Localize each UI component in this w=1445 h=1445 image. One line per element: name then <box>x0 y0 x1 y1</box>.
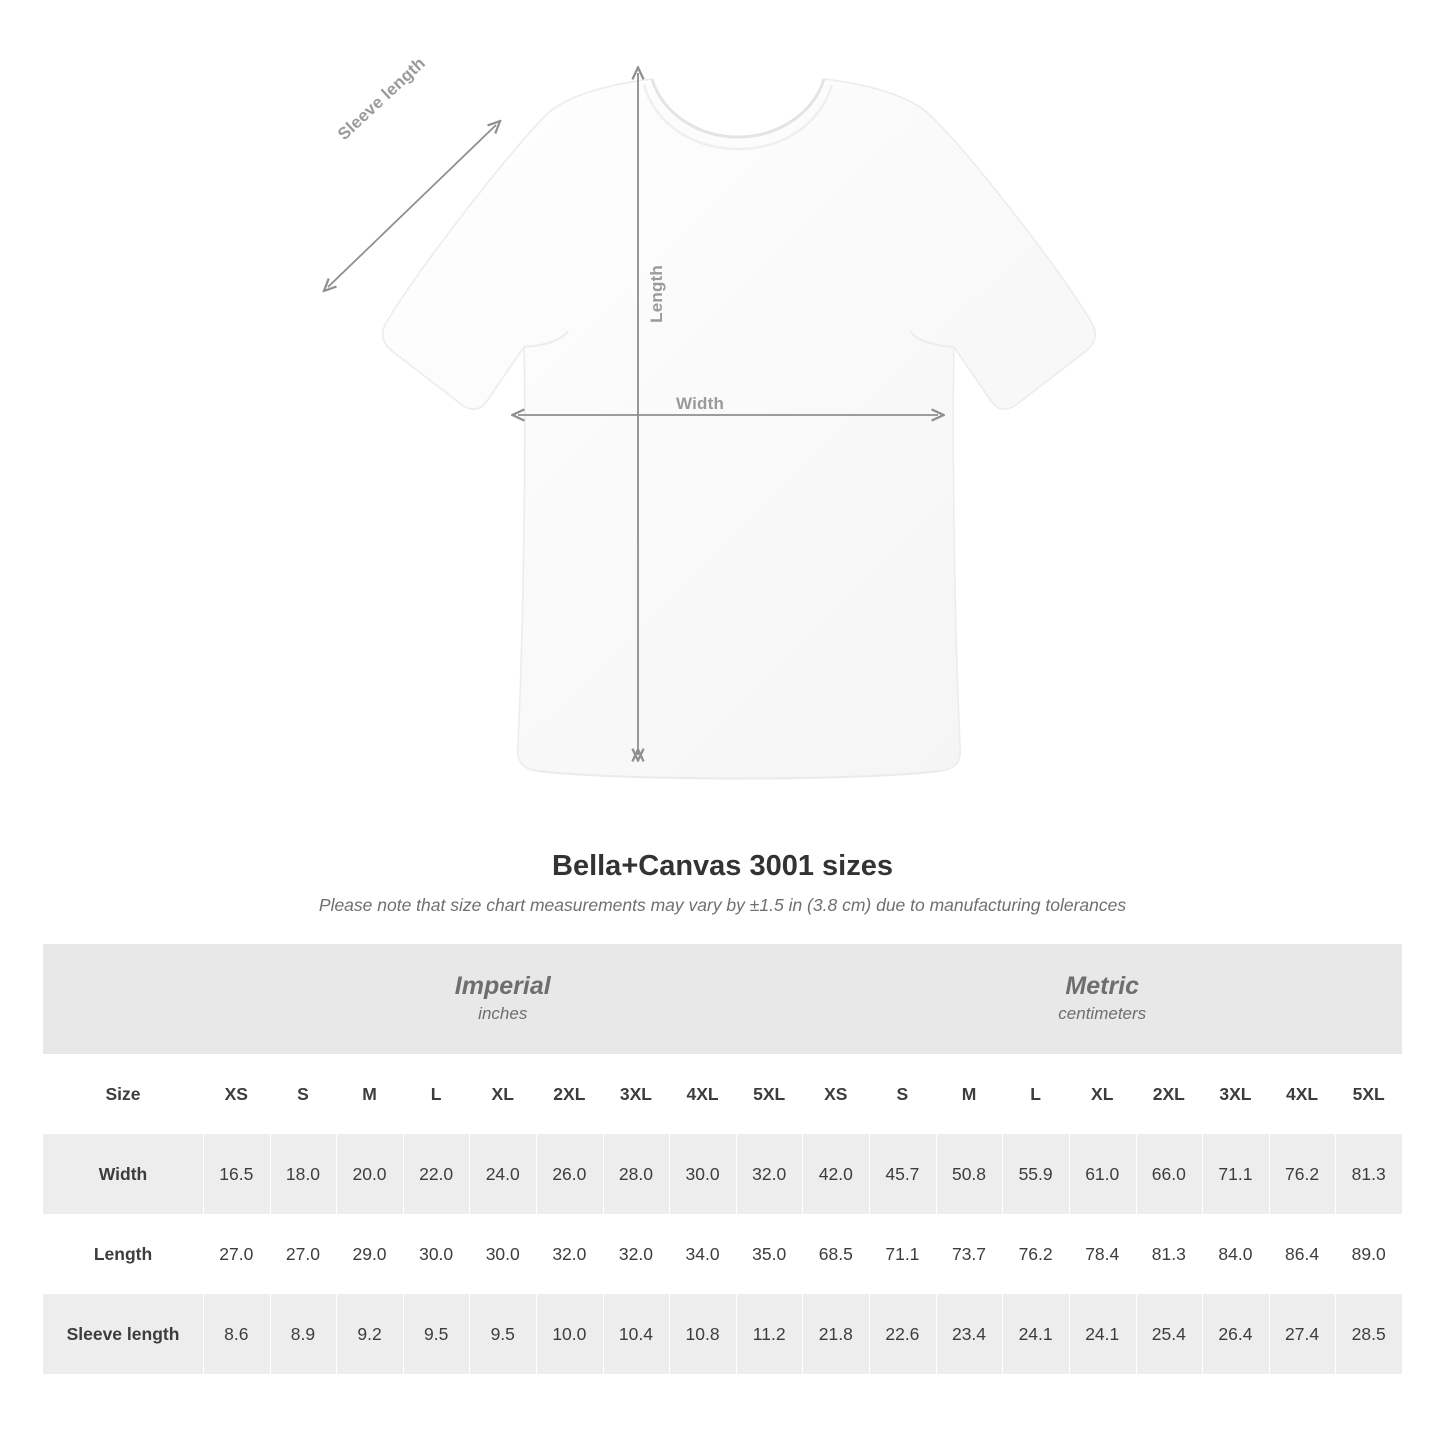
cell-sleeve: 8.6 <box>203 1294 270 1374</box>
unit-system-header-row <box>43 944 1402 1054</box>
table-row-length <box>43 1214 1402 1294</box>
cell-width: 61.0 <box>1069 1134 1136 1214</box>
cell-width: 28.0 <box>603 1134 670 1214</box>
cell-length: 71.1 <box>869 1214 936 1294</box>
cell-length: 30.0 <box>403 1214 470 1294</box>
cell-width: 26.0 <box>536 1134 603 1214</box>
cell-sleeve: 10.4 <box>603 1294 670 1374</box>
cell-width: 55.9 <box>1002 1134 1069 1214</box>
cell-length: 89.0 <box>1335 1214 1402 1294</box>
size-table <box>43 944 1402 1374</box>
cell-width: 20.0 <box>336 1134 403 1214</box>
size-header-cell: 4XL <box>669 1054 736 1134</box>
cell-width: 81.3 <box>1335 1134 1402 1214</box>
cell-length: 27.0 <box>270 1214 337 1294</box>
size-header-cell: 2XL <box>1136 1054 1203 1134</box>
cell-sleeve: 25.4 <box>1136 1294 1203 1374</box>
cell-sleeve: 8.9 <box>270 1294 337 1374</box>
cell-sleeve: 9.5 <box>469 1294 536 1374</box>
cell-sleeve: 24.1 <box>1069 1294 1136 1374</box>
size-header-cell: 4XL <box>1269 1054 1336 1134</box>
cell-width: 16.5 <box>203 1134 270 1214</box>
size-header-cell: S <box>869 1054 936 1134</box>
annotation-width: Width <box>676 394 725 413</box>
cell-width: 32.0 <box>736 1134 803 1214</box>
cell-length: 34.0 <box>669 1214 736 1294</box>
cell-sleeve: 10.0 <box>536 1294 603 1374</box>
table-row-sleeve-length <box>43 1294 1402 1374</box>
cell-width: 71.1 <box>1202 1134 1269 1214</box>
unit-header-imperial <box>203 944 802 1054</box>
row-label-length: Length <box>43 1214 203 1294</box>
cell-width: 30.0 <box>669 1134 736 1214</box>
cell-width: 22.0 <box>403 1134 470 1214</box>
cell-length: 35.0 <box>736 1214 803 1294</box>
table-row-width <box>43 1134 1402 1214</box>
size-header-cell: XL <box>1069 1054 1136 1134</box>
cell-width: 42.0 <box>802 1134 869 1214</box>
size-header-cell: 2XL <box>536 1054 603 1134</box>
cell-length: 78.4 <box>1069 1214 1136 1294</box>
cell-sleeve: 10.8 <box>669 1294 736 1374</box>
row-label-width: Width <box>43 1134 203 1214</box>
page-title: Bella+Canvas 3001 sizes <box>552 850 893 882</box>
cell-sleeve: 23.4 <box>936 1294 1003 1374</box>
cell-length: 30.0 <box>469 1214 536 1294</box>
size-header-cell: 5XL <box>736 1054 803 1134</box>
cell-length: 84.0 <box>1202 1214 1269 1294</box>
metric-label: Metric <box>1065 971 1140 1000</box>
cell-width: 76.2 <box>1269 1134 1336 1214</box>
annotation-length: Length <box>647 265 666 323</box>
chart-header <box>0 850 1445 916</box>
cell-width: 66.0 <box>1136 1134 1203 1214</box>
cell-sleeve: 9.2 <box>336 1294 403 1374</box>
cell-sleeve: 9.5 <box>403 1294 470 1374</box>
size-header-cell: L <box>1002 1054 1069 1134</box>
cell-sleeve: 26.4 <box>1202 1294 1269 1374</box>
cell-length: 27.0 <box>203 1214 270 1294</box>
size-column-label: Size <box>43 1054 203 1134</box>
imperial-unit: inches <box>478 1003 528 1023</box>
cell-sleeve: 27.4 <box>1269 1294 1336 1374</box>
cell-length: 68.5 <box>802 1214 869 1294</box>
cell-length: 81.3 <box>1136 1214 1203 1294</box>
cell-sleeve: 11.2 <box>736 1294 803 1374</box>
cell-width: 45.7 <box>869 1134 936 1214</box>
size-header-cell: 3XL <box>1202 1054 1269 1134</box>
metric-unit: centimeters <box>1058 1003 1147 1023</box>
cell-length: 76.2 <box>1002 1214 1069 1294</box>
cell-sleeve: 28.5 <box>1335 1294 1402 1374</box>
cell-length: 32.0 <box>536 1214 603 1294</box>
size-header-cell: M <box>936 1054 1003 1134</box>
size-header-cell: S <box>270 1054 337 1134</box>
cell-width: 24.0 <box>469 1134 536 1214</box>
row-label-sleeve-length: Sleeve length <box>43 1294 203 1374</box>
cell-sleeve: 22.6 <box>869 1294 936 1374</box>
cell-length: 86.4 <box>1269 1214 1336 1294</box>
size-header-row <box>43 1054 1402 1134</box>
size-header-cell: 5XL <box>1335 1054 1402 1134</box>
size-table-wrapper <box>43 944 1402 1374</box>
cell-sleeve: 21.8 <box>802 1294 869 1374</box>
size-header-cell: M <box>336 1054 403 1134</box>
cell-length: 29.0 <box>336 1214 403 1294</box>
unit-header-metric <box>802 944 1402 1054</box>
cell-width: 18.0 <box>270 1134 337 1214</box>
tolerance-note: Please note that size chart measurements may vary by ±1.5 in (3.8 cm) due to manufacturing tolerances <box>318 895 1127 915</box>
tshirt-icon <box>300 55 1160 815</box>
annotation-sleeve-length: Sleeve length <box>334 53 430 144</box>
size-header-cell: L <box>403 1054 470 1134</box>
cell-sleeve: 24.1 <box>1002 1294 1069 1374</box>
imperial-label: Imperial <box>454 971 551 1000</box>
cell-width: 50.8 <box>936 1134 1003 1214</box>
cell-length: 32.0 <box>603 1214 670 1294</box>
size-header-cell: 3XL <box>603 1054 670 1134</box>
size-header-cell: XS <box>203 1054 270 1134</box>
cell-length: 73.7 <box>936 1214 1003 1294</box>
size-header-cell: XL <box>469 1054 536 1134</box>
size-header-cell: XS <box>802 1054 869 1134</box>
unit-header-spacer <box>43 944 203 1054</box>
